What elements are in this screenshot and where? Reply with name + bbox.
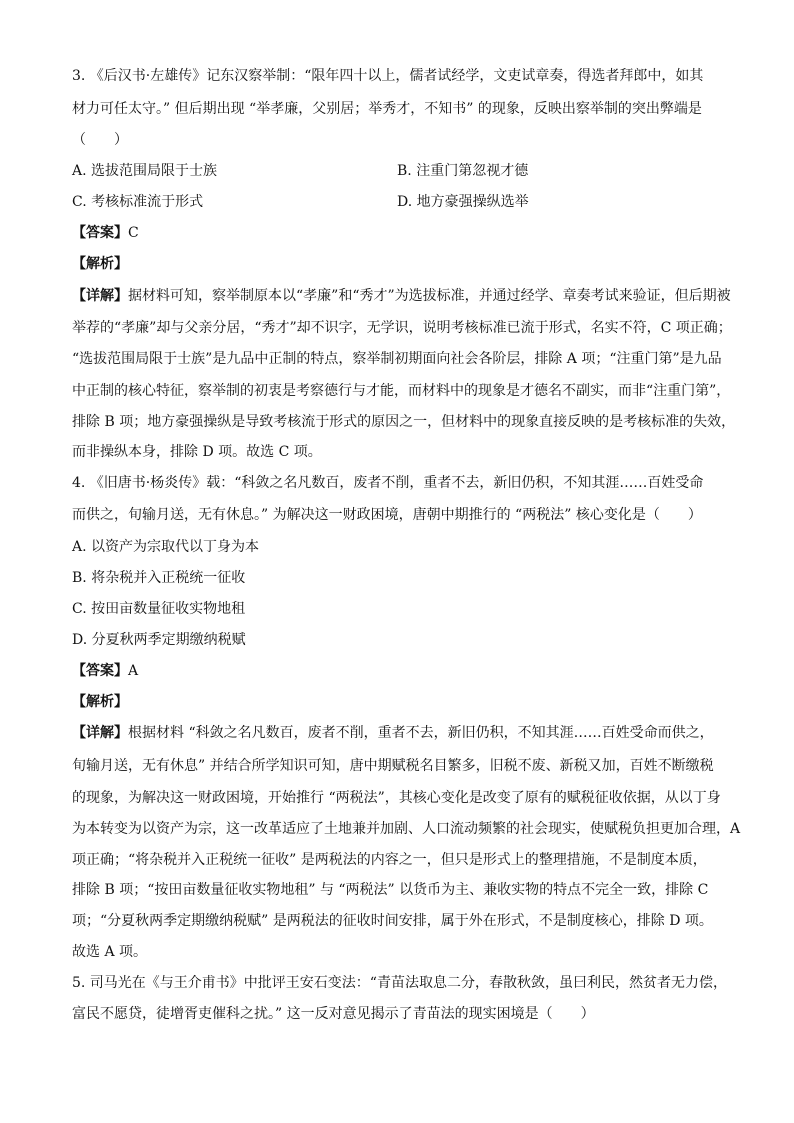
q4-detail-text-1: 根据材料 “科敛之名凡数百，废者不削，重者不去，新旧仍积，不知其涯……百姓受命而供之， <box>128 725 714 741</box>
q3-option-c: C. 考核标准流于形式 <box>72 194 204 210</box>
q4-option-c: C. 按田亩数量征收实物地租 <box>72 601 246 617</box>
q3-answer-value: C <box>128 225 139 241</box>
q3-detail-line-3: “选拔范围局限于士族”是九品中正制的特点，察举制初期面向社会各阶层，排除 A 项；“注重门第”是九品 <box>72 351 722 367</box>
q3-detail-tag: 【详解】 <box>72 288 128 304</box>
q4-stem-line-1: 4. 《旧唐书·杨炎传》载：“科敛之名凡数百，废者不削，重者不去，新旧仍积，不知其涯……百姓受命 <box>72 475 704 491</box>
q4-detail-line-3: 的现象，为解决这一财政困境，开始推行 “两税法”，其核心变化是改变了原有的赋税征收依据，从以丁身 <box>72 790 721 806</box>
q3-detail-line-5: 排除 B 项；地方豪强操纵是导致考核流于形式的原因之一，但材料中的现象直接反映的是考核标准的失效， <box>72 414 736 430</box>
q4-option-a: A. 以资产为宗取代以丁身为本 <box>72 539 260 555</box>
q4-answer-value: A <box>128 663 139 679</box>
q3-detail-line-4: 中正制的核心特征，察举制的初衷是考察德行与才能，而材料中的现象是才德名不副实，而非“注重门第”， <box>72 383 731 399</box>
q3-detail-line-6: 而非操纵本身，排除 D 项。故选 C 项。 <box>72 444 322 460</box>
q5-stem-line-2: 富民不愿贷，徒增胥吏催科之扰。” 这一反对意见揭示了青苗法的现实困境是（ ） <box>72 1006 595 1022</box>
q3-stem-line-3: （ ） <box>72 132 128 148</box>
q4-detail-tag: 【详解】 <box>72 725 128 741</box>
q4-detail-line-7: 项；“分夏秋两季定期缴纳税赋” 是两税法的征收时间安排，属于外在形式，不是制度核心，排除 D 项。 <box>72 913 713 929</box>
q5-stem-line-1: 5. 司马光在《与王介甫书》中批评王安石变法：“青苗法取息二分，春散秋敛，虽曰利民，然贫者无力偿， <box>72 975 727 991</box>
q3-detail-line-1 <box>72 286 731 306</box>
q4-answer <box>72 661 138 681</box>
q4-answer-tag: 【答案】 <box>72 663 128 679</box>
q4-detail-line-2: 旬输月送，无有休息” 并结合所学知识可知，唐中期赋税名目繁多，旧税不废、新税又加，百姓不断缴税 <box>72 758 714 774</box>
q3-detail-text-1: 据材料可知，察举制原本以“孝廉”和“秀才”为选拔标准，并通过经学、章奏考试来验证，但后期被 <box>128 288 731 304</box>
q3-detail-line-2: 举荐的“孝廉”却与父亲分居，“秀才”却不识字，无学识，说明考核标准已流于形式，名实不符，C 项正确； <box>72 320 732 336</box>
q4-detail-line-4: 为本转变为以资产为宗，这一改革适应了土地兼并加剧、人口流动频繁的社会现实，使赋税负担更加合理，A <box>72 821 741 837</box>
q3-stem-line-1: 3. 《后汉书·左雄传》记东汉察举制：“限年四十以上，儒者试经学，文吏试章奏，得选者拜郎中，如其 <box>72 68 704 84</box>
q4-analysis-tag: 【解析】 <box>72 694 128 710</box>
q4-stem-line-2: 而供之，旬输月送，无有休息。” 为解决这一财政困境，唐朝中期推行的 “两税法” 核心变化是（ ） <box>72 507 702 523</box>
q4-detail-line-1 <box>72 723 714 743</box>
q4-detail-line-5: 项正确；“将杂税并入正税统一征收” 是两税法的内容之一，但只是形式上的整理措施，不是制度本质， <box>72 852 707 868</box>
q3-stem-line-2: 材力可任太守。” 但后期出现 “举孝廉，父别居；举秀才，不知书” 的现象，反映出察举制的突出弊端是 <box>72 101 702 117</box>
q3-option-d: D. 地方豪强操纵选举 <box>397 194 529 210</box>
q4-option-b: B. 将杂税并入正税统一征收 <box>72 570 246 586</box>
q3-answer-tag: 【答案】 <box>72 225 128 241</box>
q3-analysis-tag: 【解析】 <box>72 256 128 272</box>
q3-answer <box>72 223 139 243</box>
q3-option-b: B. 注重门第忽视才德 <box>397 163 529 179</box>
q4-option-d: D. 分夏秋两季定期缴纳税赋 <box>72 632 246 648</box>
q4-detail-line-6: 排除 B 项；“按田亩数量征收实物地租” 与 “两税法” 以货币为主、兼收实物的特点不完全一致，排除 C <box>72 882 709 898</box>
q4-detail-line-8: 故选 A 项。 <box>72 944 148 960</box>
q3-option-a: A. 选拔范围局限于士族 <box>72 163 218 179</box>
